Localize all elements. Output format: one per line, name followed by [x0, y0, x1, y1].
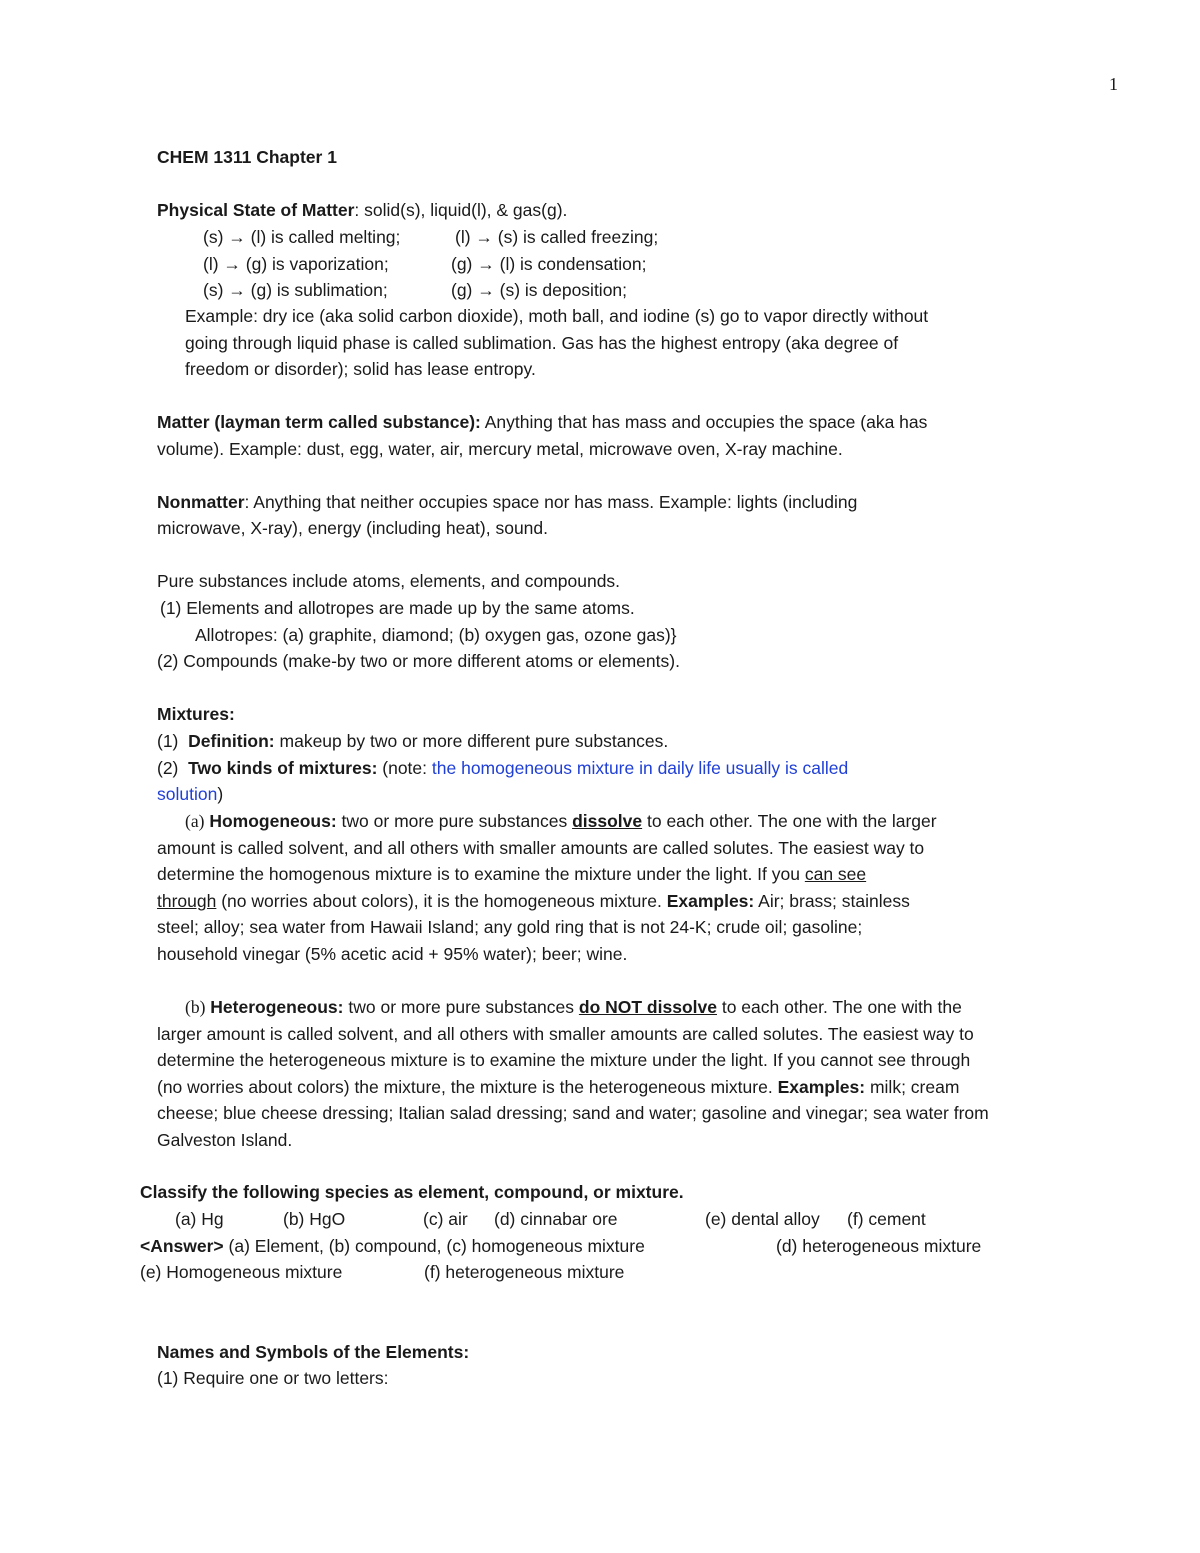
nonmatter-heading: Nonmatter	[157, 492, 245, 512]
heterogeneous-line3: determine the heterogeneous mixture is to examine the mixture under the light. If you cannot see through	[157, 1050, 971, 1070]
matter-line2: volume). Example: dust, egg, water, air, mercury metal, microwave oven, X-ray machine.	[157, 439, 843, 459]
classify-answer-line1	[140, 1235, 645, 1257]
classify-option-a: (a) Hg	[175, 1209, 224, 1229]
compounds-line: (2) Compounds (make-by two or more different atoms or elements).	[157, 651, 680, 671]
heterogeneous-line4-text: (no worries about colors) the mixture, the mixture is the heterogeneous mixture.	[157, 1077, 778, 1097]
mixtures-definition-number: (1)	[157, 731, 179, 751]
heterogeneous-examples-label: Examples:	[777, 1077, 866, 1097]
answer-part2: (d) heterogeneous mixture	[776, 1236, 982, 1256]
nonmatter-definition: : Anything that neither occupies space nor has mass. Example: lights (including	[244, 492, 858, 512]
names-symbols-line1: (1) Require one or two letters:	[157, 1368, 389, 1388]
heterogeneous-examples-start: milk; cream	[865, 1077, 960, 1097]
heterogeneous-line1	[185, 996, 962, 1018]
homogeneous-keyword: dissolve	[572, 811, 643, 831]
mixtures-kinds-note-solution: solution	[157, 784, 218, 804]
matter-heading: Matter (layman term called substance):	[157, 412, 481, 432]
homogeneous-examples-label: Examples:	[666, 891, 755, 911]
classify-option-c: (c) air	[423, 1209, 468, 1229]
homogeneous-letter: (a)	[185, 811, 205, 831]
classify-option-b: (b) HgO	[283, 1209, 346, 1229]
heterogeneous-line4	[157, 1076, 959, 1098]
mixtures-kinds-note-close: )	[217, 784, 224, 804]
mixtures-kinds-line	[157, 757, 848, 779]
answer-label: <Answer>	[140, 1236, 224, 1256]
page-number: 1	[1109, 74, 1118, 94]
heterogeneous-letter: (b)	[185, 997, 206, 1017]
homogeneous-label: Homogeneous:	[209, 811, 337, 831]
heterogeneous-keyword: do NOT dissolve	[578, 997, 717, 1017]
homogeneous-line2: amount is called solvent, and all others with smaller amounts are called solutes. The easiest way to	[157, 838, 925, 858]
homogeneous-through: through	[157, 891, 217, 911]
homogeneous-line4	[157, 890, 910, 912]
homogeneous-can-see: can see	[804, 864, 867, 884]
mixtures-kinds-line2	[157, 783, 223, 805]
nonmatter-line1	[157, 491, 857, 513]
phase-change-freezing: (l) → (s) is called freezing;	[455, 227, 659, 247]
homogeneous-line4-text: (no worries about colors), it is the homogeneous mixture.	[216, 891, 667, 911]
physical-state-line	[157, 199, 567, 221]
homogeneous-line6: household vinegar (5% acetic acid + 95% water); beer; wine.	[157, 944, 628, 964]
matter-line1	[157, 411, 927, 433]
mixtures-definition-line	[157, 730, 668, 752]
phase-change-sublimation: (s) → (g) is sublimation;	[203, 280, 388, 300]
names-symbols-heading: Names and Symbols of the Elements:	[157, 1342, 470, 1362]
homogeneous-text2: to each other. The one with the larger	[642, 811, 937, 831]
homogeneous-line5: steel; alloy; sea water from Hawaii Island; any gold ring that is not 24-K; crude oil; gasoline;	[157, 917, 863, 937]
phase-change-melting: (s) → (l) is called melting;	[203, 227, 401, 247]
homogeneous-text1: two or more pure substances	[336, 811, 573, 831]
mixtures-kinds-note-blue: the homogeneous mixture in daily life usually is called	[431, 758, 849, 778]
heterogeneous-line6: Galveston Island.	[157, 1130, 293, 1150]
heterogeneous-text2: to each other. The one with the	[716, 997, 962, 1017]
phase-change-deposition: (g) → (s) is deposition;	[451, 280, 628, 300]
pure-substances-line1: Pure substances include atoms, elements, and compounds.	[157, 571, 621, 591]
nonmatter-line2: microwave, X-ray), energy (including heat), sound.	[157, 518, 549, 538]
mixtures-definition-label: Definition:	[188, 731, 275, 751]
classify-option-d: (d) cinnabar ore	[494, 1209, 618, 1229]
pure-substances-line2: (1) Elements and allotropes are made up by the same atoms.	[160, 598, 635, 618]
homogeneous-examples-start: Air; brass; stainless	[754, 891, 910, 911]
matter-definition: Anything that has mass and occupies the space (aka has	[480, 412, 928, 432]
physical-state-heading: Physical State of Matter	[157, 200, 355, 220]
homogeneous-line3	[157, 863, 866, 885]
heterogeneous-line5: cheese; blue cheese dressing; Italian salad dressing; sand and water; gasoline and vinegar; sea water from	[157, 1103, 989, 1123]
mixtures-kinds-label: Two kinds of mixtures:	[188, 758, 378, 778]
answer-part1: (a) Element, (b) compound, (c) homogeneous mixture	[223, 1236, 645, 1256]
heterogeneous-text1: two or more pure substances	[343, 997, 579, 1017]
heterogeneous-line2: larger amount is called solvent, and all others with smaller amounts are called solutes. The easiest way to	[157, 1024, 974, 1044]
sublimation-example-line3: freedom or disorder); solid has lease entropy.	[185, 359, 536, 379]
classify-question: Classify the following species as element, compound, or mixture.	[140, 1182, 684, 1202]
mixtures-kinds-note-open: (note:	[377, 758, 432, 778]
phase-change-vaporization: (l) → (g) is vaporization;	[203, 254, 389, 274]
answer-part4: (f) heterogeneous mixture	[424, 1262, 625, 1282]
sublimation-example-line1: Example: dry ice (aka solid carbon dioxide), moth ball, and iodine (s) go to vapor directly without	[185, 306, 929, 326]
sublimation-example-line2: going through liquid phase is called sublimation. Gas has the highest entropy (aka degree of	[185, 333, 899, 353]
mixtures-definition-text: makeup by two or more different pure substances.	[274, 731, 669, 751]
page-title: CHEM 1311 Chapter 1	[157, 147, 337, 167]
mixtures-kinds-number: (2)	[157, 758, 179, 778]
answer-part3: (e) Homogeneous mixture	[140, 1262, 343, 1282]
allotropes-line: Allotropes: (a) graphite, diamond; (b) oxygen gas, ozone gas)}	[195, 625, 677, 645]
heterogeneous-label: Heterogeneous:	[210, 997, 344, 1017]
mixtures-heading: Mixtures:	[157, 704, 235, 724]
homogeneous-line3-text: determine the homogenous mixture is to examine the mixture under the light. If you	[157, 864, 805, 884]
classify-option-f: (f) cement	[847, 1209, 926, 1229]
classify-option-e: (e) dental alloy	[705, 1209, 820, 1229]
homogeneous-line1	[185, 810, 937, 832]
physical-state-intro: : solid(s), liquid(l), & gas(g).	[354, 200, 568, 220]
phase-change-condensation: (g) → (l) is condensation;	[451, 254, 647, 274]
